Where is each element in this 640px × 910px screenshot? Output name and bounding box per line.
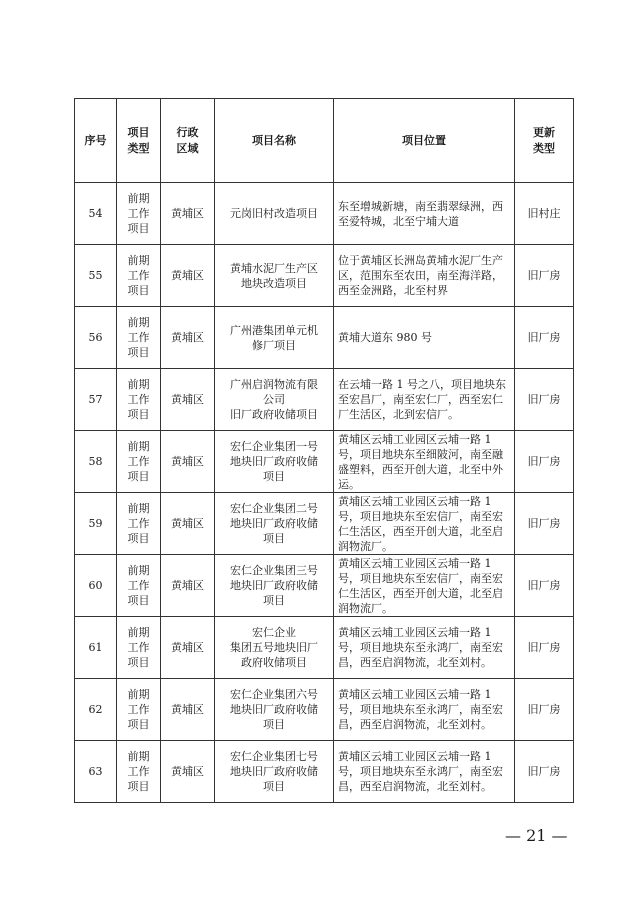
cell-seq: 58 <box>75 431 117 493</box>
cell-project-name: 宏仁企业 集团五号地块旧厂 政府收储项目 <box>215 617 334 679</box>
cell-project-type: 前期 工作 项目 <box>117 431 161 493</box>
cell-update-type: 旧厂房 <box>515 493 574 555</box>
cell-project-name: 广州港集团单元机 修厂项目 <box>215 307 334 369</box>
cell-district: 黄埔区 <box>161 617 215 679</box>
cell-seq: 62 <box>75 679 117 741</box>
page-number: — 21 — <box>505 826 568 845</box>
cell-project-location: 黄埔区云埔工业园区云埔一路 1 号，项目地块东至细陂河，南至融盛塑料，西至开创大道，北至中外运。 <box>334 431 515 493</box>
cell-project-name: 广州启润物流有限 公司 旧厂政府收储项目 <box>215 369 334 431</box>
cell-update-type: 旧厂房 <box>515 679 574 741</box>
header-update-type: 更新 类型 <box>515 99 574 183</box>
cell-district: 黄埔区 <box>161 369 215 431</box>
cell-project-location: 黄埔大道东 980 号 <box>334 307 515 369</box>
cell-update-type: 旧厂房 <box>515 307 574 369</box>
cell-project-type: 前期 工作 项目 <box>117 741 161 803</box>
cell-update-type: 旧厂房 <box>515 741 574 803</box>
cell-project-name: 宏仁企业集团七号 地块旧厂政府收储 项目 <box>215 741 334 803</box>
cell-seq: 57 <box>75 369 117 431</box>
cell-project-type: 前期 工作 项目 <box>117 679 161 741</box>
cell-seq: 61 <box>75 617 117 679</box>
cell-district: 黄埔区 <box>161 183 215 245</box>
cell-project-name: 元岗旧村改造项目 <box>215 183 334 245</box>
cell-project-location: 黄埔区云埔工业园区云埔一路 1 号，项目地块东至宏信厂，南至宏仁生活区，西至开创大道，北至启润物流厂。 <box>334 493 515 555</box>
cell-update-type: 旧厂房 <box>515 245 574 307</box>
cell-project-name: 宏仁企业集团一号 地块旧厂政府收储 项目 <box>215 431 334 493</box>
cell-project-type: 前期 工作 项目 <box>117 369 161 431</box>
table-row <box>75 741 574 803</box>
table-row <box>75 369 574 431</box>
cell-project-location: 黄埔区云埔工业园区云埔一路 1 号，项目地块东至永鸿厂，南至宏昌，西至启润物流，北至刘村。 <box>334 679 515 741</box>
cell-district: 黄埔区 <box>161 679 215 741</box>
table-row <box>75 679 574 741</box>
cell-update-type: 旧厂房 <box>515 431 574 493</box>
header-district: 行政 区域 <box>161 99 215 183</box>
cell-project-name: 黄埔水泥厂生产区 地块改造项目 <box>215 245 334 307</box>
cell-project-name: 宏仁企业集团六号 地块旧厂政府收储 项目 <box>215 679 334 741</box>
cell-project-location: 东至增城新塘，南至翡翠绿洲，西至爱特城，北至宁埔大道 <box>334 183 515 245</box>
cell-project-name: 宏仁企业集团三号 地块旧厂政府收储 项目 <box>215 555 334 617</box>
table-row <box>75 431 574 493</box>
cell-seq: 60 <box>75 555 117 617</box>
cell-project-location: 黄埔区云埔工业园区云埔一路 1 号，项目地块东至永鸿厂，南至宏昌，西至启润物流，北至刘村。 <box>334 741 515 803</box>
cell-project-type: 前期 工作 项目 <box>117 493 161 555</box>
header-project-name: 项目名称 <box>215 99 334 183</box>
cell-update-type: 旧厂房 <box>515 369 574 431</box>
cell-update-type: 旧厂房 <box>515 555 574 617</box>
cell-district: 黄埔区 <box>161 431 215 493</box>
cell-project-location: 在云埔一路 1 号之八，项目地块东至宏昌厂，南至宏仁厂，西至宏仁厂生活区，北到宏信厂。 <box>334 369 515 431</box>
cell-seq: 63 <box>75 741 117 803</box>
cell-district: 黄埔区 <box>161 555 215 617</box>
cell-project-type: 前期 工作 项目 <box>117 183 161 245</box>
cell-district: 黄埔区 <box>161 493 215 555</box>
project-table <box>74 98 574 803</box>
cell-project-type: 前期 工作 项目 <box>117 555 161 617</box>
cell-seq: 59 <box>75 493 117 555</box>
cell-project-type: 前期 工作 项目 <box>117 617 161 679</box>
cell-district: 黄埔区 <box>161 245 215 307</box>
cell-project-location: 黄埔区云埔工业园区云埔一路 1 号，项目地块东至永鸿厂，南至宏昌，西至启润物流，北至刘村。 <box>334 617 515 679</box>
table-header <box>75 99 574 183</box>
cell-project-type: 前期 工作 项目 <box>117 307 161 369</box>
cell-project-location: 黄埔区云埔工业园区云埔一路 1 号，项目地块东至宏信厂，南至宏仁生活区，西至开创大道，北至启润物流厂。 <box>334 555 515 617</box>
table-row <box>75 245 574 307</box>
header-row <box>75 99 574 183</box>
cell-seq: 56 <box>75 307 117 369</box>
cell-project-name: 宏仁企业集团二号 地块旧厂政府收储 项目 <box>215 493 334 555</box>
cell-district: 黄埔区 <box>161 307 215 369</box>
cell-update-type: 旧厂房 <box>515 617 574 679</box>
header-project-location: 项目位置 <box>334 99 515 183</box>
header-project-type: 项目 类型 <box>117 99 161 183</box>
cell-seq: 55 <box>75 245 117 307</box>
table-body <box>75 183 574 803</box>
cell-district: 黄埔区 <box>161 741 215 803</box>
table-row <box>75 555 574 617</box>
table-row <box>75 183 574 245</box>
cell-project-location: 位于黄埔区长洲岛黄埔水泥厂生产区，范围东至农田，南至海洋路，西至金洲路，北至村界 <box>334 245 515 307</box>
table-row <box>75 493 574 555</box>
header-seq: 序号 <box>75 99 117 183</box>
cell-seq: 54 <box>75 183 117 245</box>
cell-update-type: 旧村庄 <box>515 183 574 245</box>
table-row <box>75 617 574 679</box>
cell-project-type: 前期 工作 项目 <box>117 245 161 307</box>
table-row <box>75 307 574 369</box>
